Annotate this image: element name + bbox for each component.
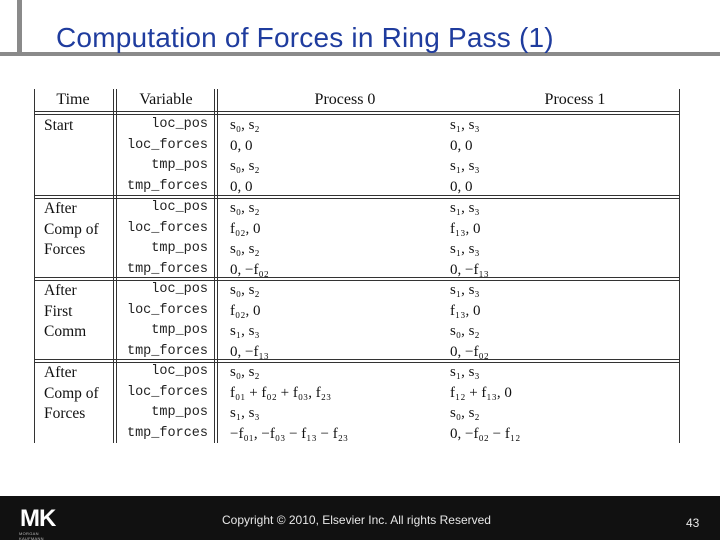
- process-0-cell: 0, −f₁₃: [230, 343, 269, 360]
- variable-cell: loc_pos: [151, 117, 208, 132]
- process-1-cell: 0, 0: [450, 178, 473, 195]
- variable-cell: tmp_forces: [126, 425, 208, 441]
- table-group-start: [34, 114, 680, 196]
- process-1-cells: [450, 115, 480, 197]
- process-1-cell: f₁₃, 0: [450, 302, 481, 319]
- variable-cell: loc_forces: [126, 137, 208, 153]
- variable-cell: tmp_pos: [151, 158, 208, 173]
- variable-cell: loc_pos: [151, 200, 208, 215]
- process-1-cell: s₁, s₃: [450, 117, 480, 133]
- variable-cell: tmp_pos: [151, 241, 208, 256]
- process-0-cell: s₀, s₂: [230, 158, 260, 174]
- variable-cell: loc_forces: [126, 220, 208, 236]
- process-1-cell: s₁, s₃: [450, 158, 480, 174]
- header-process-0: Process 0: [314, 91, 376, 108]
- process-1-cell: s₀, s₂: [450, 405, 480, 421]
- process-0-cell: s₀, s₂: [230, 282, 260, 298]
- process-1-cell: 0, 0: [450, 137, 473, 154]
- process-0-cell: s₀, s₂: [230, 364, 260, 380]
- process-0-cells: [230, 362, 348, 444]
- slide-title: Computation of Forces in Ring Pass (1): [56, 22, 554, 53]
- process-0-cell: s₀, s₂: [230, 117, 260, 133]
- variable-cell: tmp_pos: [151, 405, 208, 420]
- time-cell: After Comp of Forces: [44, 364, 99, 422]
- process-1-cell: 0, −f₁₃: [450, 261, 489, 278]
- process-0-cell: 0, 0: [230, 137, 253, 154]
- header-process-1: Process 1: [544, 91, 606, 108]
- table-group-after-comp-of-forces-2: [34, 361, 680, 443]
- table-group-after-first-comm: [34, 279, 680, 361]
- variable-cell: loc_forces: [126, 384, 208, 400]
- process-1-cells: [450, 198, 489, 280]
- variable-cell: loc_pos: [151, 282, 208, 297]
- process-0-cell: s₀, s₂: [230, 241, 260, 257]
- title-accent-vertical-bar: [17, 0, 22, 52]
- variable-cell: loc_forces: [126, 302, 208, 318]
- variable-cell: tmp_forces: [126, 178, 208, 194]
- header-variable: Variable: [139, 91, 193, 108]
- variable-cells: [118, 198, 208, 280]
- process-0-cells: [230, 280, 269, 362]
- time-cell: After First Comm: [44, 282, 87, 340]
- process-0-cell: f₀₁ + f₀₂ + f₀₃, f₂₃: [230, 384, 332, 401]
- process-1-cell: f₁₂ + f₁₃, 0: [450, 384, 512, 401]
- variable-cell: tmp_pos: [151, 323, 208, 338]
- variable-cells: [118, 362, 208, 444]
- process-1-cell: s₁, s₃: [450, 364, 480, 380]
- process-1-cell: 0, −f₀₂: [450, 343, 489, 360]
- process-0-cell: s₀, s₂: [230, 200, 260, 216]
- table-group-after-comp-of-forces: [34, 197, 680, 279]
- publisher-logo-subtext: MORGAN KAUFMANN: [19, 531, 44, 541]
- process-0-cell: f₀₂, 0: [230, 302, 261, 319]
- process-1-cell: f₁₃, 0: [450, 220, 481, 237]
- process-1-cells: [450, 362, 520, 444]
- process-0-cell: 0, −f₀₂: [230, 261, 269, 278]
- variable-cells: [118, 115, 208, 197]
- variable-cell: tmp_forces: [126, 343, 208, 359]
- process-0-cells: [230, 198, 269, 280]
- variable-cells: [118, 280, 208, 362]
- process-1-cell: s₀, s₂: [450, 323, 480, 339]
- page-number: 43: [686, 516, 700, 530]
- process-1-cell: s₁, s₃: [450, 241, 480, 257]
- process-0-cell: s₁, s₃: [230, 405, 260, 421]
- process-1-cell: s₁, s₃: [450, 200, 480, 216]
- time-cell: Start: [44, 117, 74, 134]
- copyright-notice: Copyright © 2010, Elsevier Inc. All rights Reserved: [222, 513, 491, 527]
- process-0-cell: f₀₂, 0: [230, 220, 261, 237]
- forces-table: [34, 89, 680, 443]
- time-cell: After Comp of Forces: [44, 200, 99, 258]
- process-1-cells: [450, 280, 489, 362]
- variable-cell: tmp_forces: [126, 261, 208, 277]
- publisher-logo: MK: [20, 505, 56, 532]
- process-0-cell: −f₀₁, −f₀₃ − f₁₃ − f₂₃: [230, 425, 349, 442]
- variable-cell: loc_pos: [151, 364, 208, 379]
- process-0-cells: [230, 115, 260, 197]
- process-1-cell: 0, −f₀₂ − f₁₂: [450, 425, 521, 442]
- process-1-cell: s₁, s₃: [450, 282, 480, 298]
- process-0-cell: 0, 0: [230, 178, 253, 195]
- process-0-cell: s₁, s₃: [230, 323, 260, 339]
- header-time: Time: [56, 91, 90, 108]
